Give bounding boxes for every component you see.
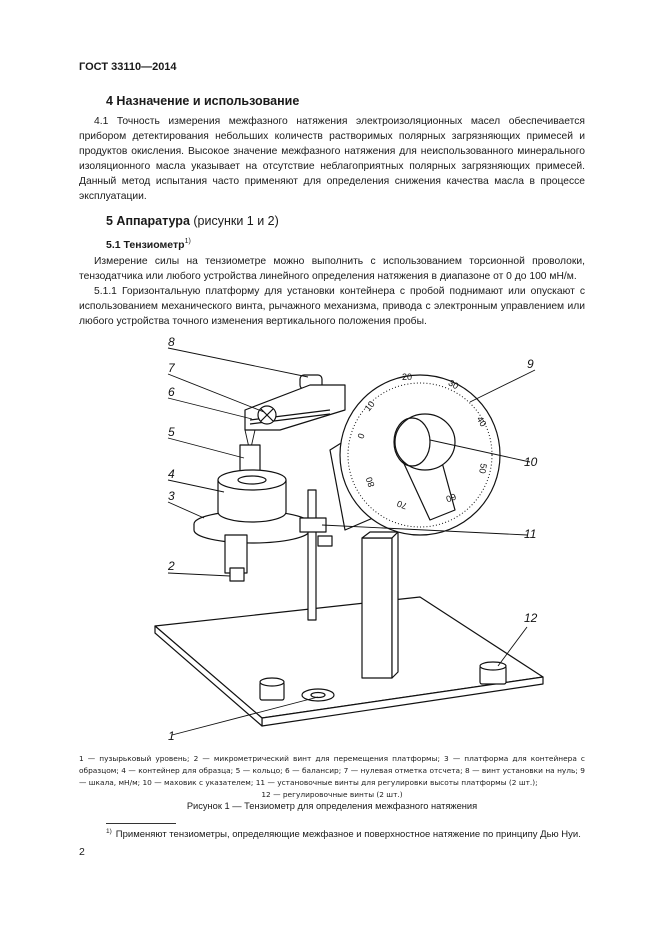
section-4-paragraph: 4.1 Точность измерения межфазного натяжения электроизоляционных масел обеспечивается прибором детектирования небольших количеств растворимых полярных загрязняющих примесей и продуктов окисления. Высокое значение межфазного натяжения для неиспользованного минерального изоляционного масла указывает на отсутствие неблагоприятных полярных загрязняющих примесей. Данный метод испытания часто применяют для определения снижения качества масла в процессе эксплуатации. (79, 116, 585, 202)
section-4-heading: 4 Назначение и использование (106, 94, 300, 108)
dial-tick-80: 80 (363, 475, 377, 489)
figure-legend (79, 753, 585, 801)
callout-9: 9 (527, 357, 534, 371)
page-number: 2 (79, 846, 85, 858)
dial-tick-40: 40 (474, 414, 489, 429)
callout-4: 4 (168, 467, 175, 481)
legend-line-2: 12 — регулировочные винты (2 шт.) (261, 790, 403, 799)
callout-11: 11 (524, 527, 537, 541)
section-5-heading (106, 214, 279, 228)
section-5-paragraph-1: Измерение силы на тензиометре можно выполнить с использованием торсионной проволоки, тензодатчика или любого устройства линейного определения натяжения в диапазоне от 0 до 100 мН/м. (79, 256, 585, 282)
dial-tick-70: 70 (395, 498, 409, 512)
subsection-5-1-title: 5.1 Тензиометр (106, 239, 185, 251)
callout-7: 7 (168, 361, 175, 375)
callout-12: 12 (524, 611, 538, 625)
dial-tick-60: 60 (444, 491, 458, 505)
standard-header: ГОСТ 33110—2014 (79, 61, 177, 73)
section-5-paragraph-2: 5.1.1 Горизонтальную платформу для установки контейнера с пробой поднимают или опускают с использованием механического винта, рычажного механизма, привода с электронным управлением или любого устройства точного изменения вертикального положения пробы. (79, 286, 585, 327)
legend-line-1: 1 — пузырьковый уровень; 2 — микрометрический винт для перемещения платформы; 3 — платформа для контейнера с образцом; 4 — контейнер для образца; 5 — кольцо; 6 — балансир; 7 — нулевая отметка отсчета; 8 — винт установки на нуль; 9 — шкала, мН/м; 10 — маховик с указателем; 11 — установочные винты для регулировки высоты платформы (2 шт.); (79, 754, 585, 787)
tensiometer-figure (0, 330, 661, 750)
callout-2: 2 (168, 559, 175, 573)
base-plate (155, 597, 543, 718)
callout-6: 6 (168, 385, 175, 399)
section-5-figure-ref: (рисунки 1 и 2) (189, 214, 279, 228)
footnote-separator (106, 823, 176, 824)
dial-tick-10: 10 (362, 399, 377, 414)
dial-tick-50: 50 (477, 462, 489, 475)
dial-tick-20: 20 (401, 372, 413, 382)
column (362, 538, 392, 678)
callout-8: 8 (168, 335, 175, 349)
footnote-mark: 1) (106, 828, 112, 835)
callout-1: 1 (168, 729, 175, 743)
callout-10: 10 (524, 455, 538, 469)
footnote-text: Применяют тензиометры, определяющие межфазное и поверхностное натяжение по принципу Дью Нуи. (115, 829, 581, 840)
micrometer-screw (225, 535, 247, 573)
figure-caption: Рисунок 1 — Тензиометр для определения межфазного натяжения (186, 801, 478, 811)
dial-tick-0: 0 (355, 431, 367, 441)
section-5-title: 5 Аппаратура (106, 214, 190, 228)
footnote-ref[interactable]: 1) (184, 238, 191, 245)
footnote (106, 828, 581, 840)
handwheel (395, 414, 455, 470)
callout-3: 3 (168, 489, 175, 503)
subsection-5-1-heading (106, 238, 191, 251)
dial-tick-30: 30 (446, 377, 461, 392)
callout-5: 5 (168, 425, 175, 439)
